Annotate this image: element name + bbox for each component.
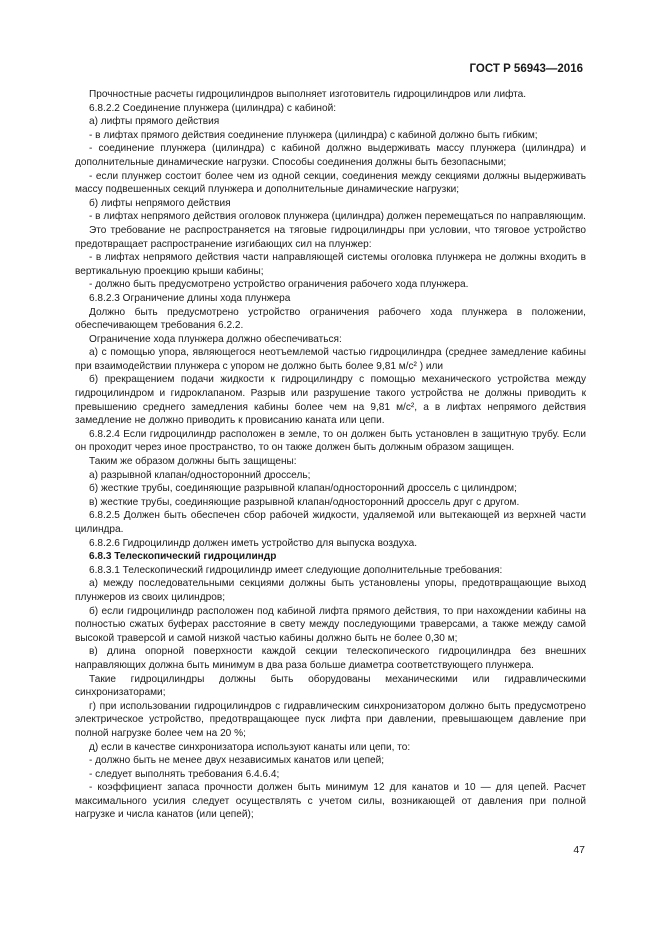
paragraph: б) жесткие трубы, соединяющие разрывной клапан/односторонний дроссель с цилиндром; [89,483,517,495]
paragraph: 6.8.2.6 Гидроцилиндр должен иметь устройство для выпуска воздуха. [89,537,418,549]
paragraph: в) длина опорной поверхности каждой секции телескопического гидроцилиндра без внешних направляющих должна быть минимум в два раза больше диаметра соответствующего плунжера. [75,646,586,671]
paragraph: - в лифтах непрямого действия части направляющей системы оголовка плунжера не должны входить в вертикальную проекцию крыши кабины; [75,252,586,277]
paragraph: Должно быть предусмотрено устройство ограничения рабочего хода плунжера в положении, обеспечивающем требования 6.2.2. [75,306,586,332]
paragraph: 6.8.2.3 Ограничение длины хода плунжера [89,292,291,304]
section-heading: 6.8.3 Телескопический гидроцилиндр [89,551,277,563]
paragraph: - коэффициент запаса прочности должен быть минимум 12 для канатов и 10 — для цепей. Расчет максимального усилия следует осуществлять с учетом силы, возникающей от давления при полной нагрузке и числа канатов (или цепей); [75,782,586,821]
paragraph: 6.8.2.4 Если гидроцилиндр расположен в земле, то он должен быть установлен в защитную трубу. Если он проходит через иное пространство, то он также должен быть должным образом защищен. [75,428,586,454]
paragraph: б) если гидроцилиндр расположен под кабиной лифта прямого действия, то при нахождении кабины на полностью сжатых буферах расстояние в свету между последующими траверсами, а также между самой высокой траверсой и самой низкой частью кабины должно быть не более 0,30 м; [75,605,586,644]
document-header: ГОСТ Р 56943—2016 [469,63,583,75]
paragraph: 6.8.3.1 Телескопический гидроцилиндр имеет следующие дополнительные требования: [89,564,503,576]
page-number: 47 [573,844,585,856]
paragraph: - следует выполнять требования 6.4.6.4; [89,768,280,780]
paragraph: Такие гидроцилиндры должны быть оборудованы механическими или гидравлическими синхронизаторами; [75,673,586,699]
paragraph: д) если в качестве синхронизатора используют канаты или цепи, то: [89,741,411,753]
paragraph: 6.8.2.2 Соединение плунжера (цилиндра) с кабиной: [89,102,337,114]
paragraph: а) с помощью упора, являющегося неотъемлемой частью гидроцилиндра (среднее замедление кабины при взаимодействии плунжера с упором не должно быть более 9,81 м/с² ) или [75,347,586,372]
paragraph: в) жесткие трубы, соединяющие разрывной клапан/односторонний дроссель друг с другом. [89,496,520,508]
paragraph: - соединение плунжера (цилиндра) с кабиной должно выдерживать массу плунжера (цилиндра) и дополнительные динамические нагрузки. Способы соединения должны быть безопасными; [75,143,586,168]
paragraph: - должно быть предусмотрено устройство ограничения рабочего хода плунжера. [89,279,469,291]
paragraph: - должно быть не менее двух независимых канатов или цепей; [89,755,385,767]
paragraph: Это требование не распространяется на тяговые гидроцилиндры при условии, что тяговое устройство предотвращает распространение изгибающих сил на плунжер: [75,224,586,250]
paragraph: - в лифтах непрямого действия оголовок плунжера (цилиндра) должен перемещаться по направляющим. [89,211,586,223]
paragraph: г) при использовании гидроцилиндров с гидравлическим синхронизатором должно быть предусмотрено электрическое устройство, предотвращающее пуск лифта при давлении, превышающем давление при полной нагрузке более чем на 20 %; [75,700,586,739]
paragraph: 6.8.2.5 Должен быть обеспечен сбор рабочей жидкости, удаляемой или вытекающей из верхней части цилиндра. [75,510,586,535]
paragraph: Прочностные расчеты гидроцилиндров выполняет изготовитель гидроцилиндров или лифта. [89,89,527,100]
paragraph: б) прекращением подачи жидкости к гидроцилиндру с помощью механического устройства между гидроцилиндром и гидроклапаном. Разрыв или разрушение такого устройства не должны приводить к превышению среднего замедления кабины более чем на 9,81 м/с², а в лифтах непрямого действия замедление не должно приводить к провисанию каната или цепи. [75,374,586,427]
paragraph: Таким же образом должны быть защищены: [89,456,297,468]
document-body [75,88,586,822]
paragraph: а) разрывной клапан/односторонний дроссель; [89,469,311,481]
paragraph: а) лифты прямого действия [89,116,220,128]
paragraph: а) между последовательными секциями должны быть установлены упоры, предотвращающие выход плунжеров из своих цилиндров; [75,578,586,603]
paragraph: - в лифтах прямого действия соединение плунжера (цилиндра) с кабиной должно быть гибким; [89,129,538,141]
paragraph: - если плунжер состоит более чем из одной секции, соединения между секциями должны выдерживать массу подвешенных секций плунжера и дополнительные динамические нагрузки; [75,170,586,196]
paragraph: Ограничение хода плунжера должно обеспечиваться: [89,333,342,345]
paragraph: б) лифты непрямого действия [89,197,231,209]
